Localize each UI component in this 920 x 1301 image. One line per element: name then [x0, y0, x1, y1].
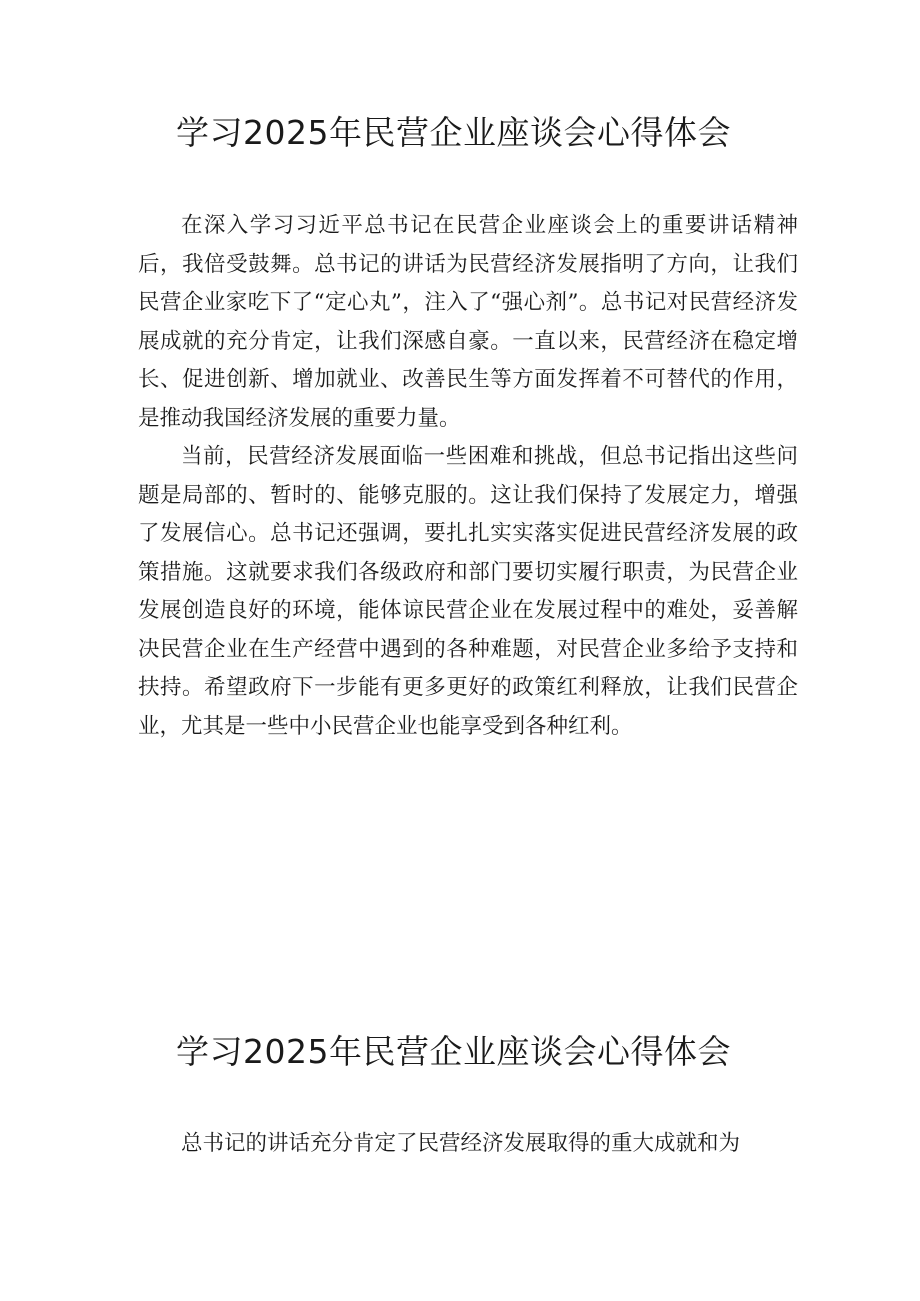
body-paragraph: 当前，民营经济发展面临一些困难和挑战，但总书记指出这些问题是局部的、暂时的、能够克服的。这让我们保持了发展定力，增强了发展信心。总书记还强调，要扎扎实实落实促进民营经济发展的政策措施。这就要求我们各级政府和部门要切实履行职责，为民营企业发展创造良好的环境，能体谅民营企业在发展过程中的难处，妥善解决民营企业在生产经营中遇到的各种难题，对民营企业多给予支持和扶持。希望政府下一步能有更多更好的政策红利释放，让我们民营企业，尤其是一些中小民营企业也能享受到各种红利。	[138, 444, 798, 739]
body-paragraph: 总书记的讲话充分肯定了民营经济发展取得的重大成就和为	[181, 1131, 741, 1156]
article-body	[138, 1125, 798, 1164]
article-title: 学习2025年民营企业座谈会心得体会	[176, 1032, 731, 1071]
article-title: 学习2025年民营企业座谈会心得体会	[176, 113, 731, 152]
article-body	[138, 207, 798, 746]
body-paragraph: 在深入学习习近平总书记在民营企业座谈会上的重要讲话精神后，我倍受鼓舞。总书记的讲话为民营经济发展指明了方向，让我们民营企业家吃下了“定心丸”，注入了“强心剂”。总书记对民营经济发展成就的充分肯定，让我们深感自豪。一直以来，民营经济在稳定增长、促进创新、增加就业、改善民生等方面发挥着不可替代的作用，是推动我国经济发展的重要力量。	[138, 213, 799, 431]
